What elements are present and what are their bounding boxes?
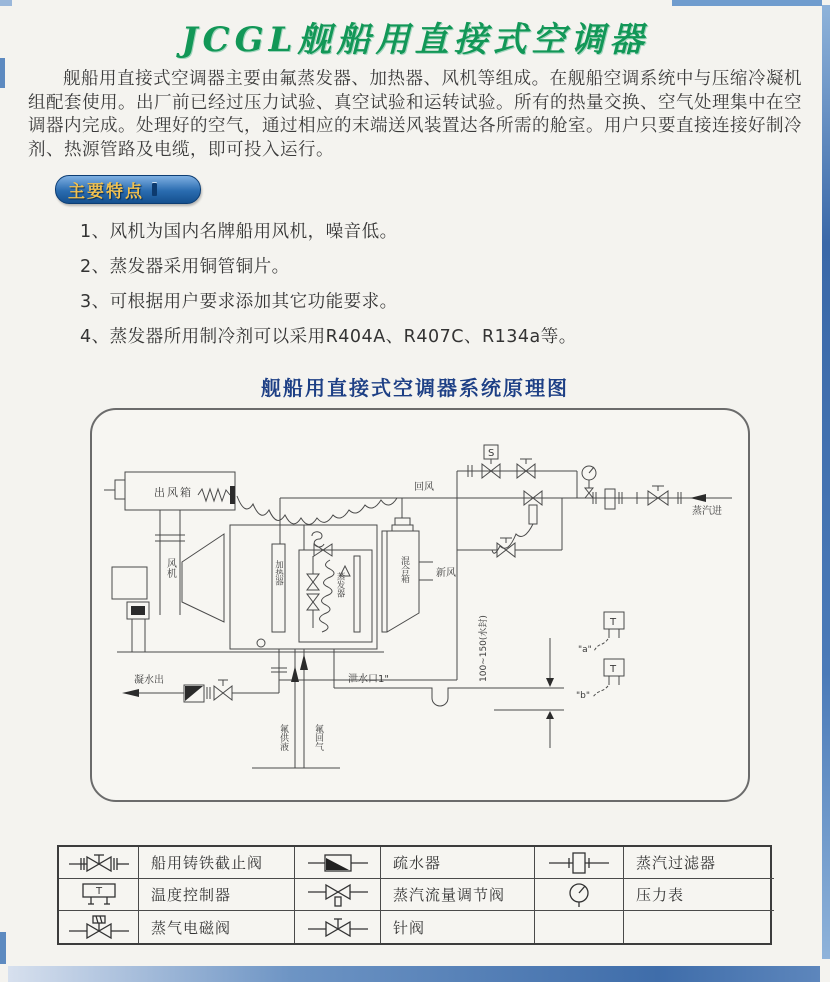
regulating-valve xyxy=(524,491,542,524)
temp-controller-icon xyxy=(59,879,139,911)
legend-label: 疏水器 xyxy=(381,847,535,879)
page-edge-right xyxy=(822,5,830,959)
point-a-label: "a" xyxy=(578,645,592,655)
inlet-stop-valve xyxy=(648,486,668,505)
legend-label: 蒸汽流量调节阀 xyxy=(381,879,535,911)
legend-label: 蒸气电磁阀 xyxy=(139,911,295,943)
refrigerant-return-label: 氟回气 xyxy=(313,724,323,751)
feature-item: 3、可根据用户要求添加其它功能要求。 xyxy=(80,292,398,312)
stop-valve-icon xyxy=(59,847,139,879)
heater-label: 加热器 xyxy=(273,560,284,586)
mixing-box-label: 混合箱 xyxy=(399,556,409,583)
steam-filter-icon xyxy=(535,847,624,879)
regulating-valve-icon xyxy=(295,879,381,911)
outlet-box xyxy=(104,472,235,510)
diagram-title: 舰船用直接式空调器系统原理图 xyxy=(261,376,569,400)
top-piping xyxy=(237,481,697,525)
badge-ornament-icon xyxy=(152,183,157,196)
drain-port-label: 泄水口1" xyxy=(348,674,389,685)
page-edge-left-mark2 xyxy=(0,932,6,964)
legend-table xyxy=(57,845,772,945)
legend-label: 温度控制器 xyxy=(139,879,295,911)
refrigerant-supply-label: 氟供液 xyxy=(278,724,288,751)
steam-filter xyxy=(605,489,615,509)
legend-label xyxy=(624,911,774,943)
page-title: JCGL舰船用直接式空调器 xyxy=(181,20,649,60)
temp-sensors xyxy=(576,612,624,701)
features-list xyxy=(80,218,577,358)
outlet-box-label: 出风箱 xyxy=(154,486,193,499)
temp-sensor-a: T xyxy=(610,617,617,628)
steam-in-label: 蒸汽进 xyxy=(692,506,722,517)
page-edge-left-mark xyxy=(0,58,5,88)
bypass-stop-valve xyxy=(517,459,535,478)
t-symbol-label: T xyxy=(95,885,102,897)
condensate-out-label: 凝水出 xyxy=(134,675,164,686)
legend-label: 蒸汽过滤器 xyxy=(624,847,774,879)
intro-paragraph: 舰船用直接式空调器主要由氟蒸发器、加热器、风机等组成。在舰船空调系统中与压缩冷凝机组配套使用。出厂前已经过压力试验、真空试验和运转试验。所有的热量交换、空气处理集中在空调器内完成。处理好的空气，通过相应的末端送风装置达各所需的舱室。用户只要直接连接好制冷剂、热源管路及电缆，即可投入运行。 xyxy=(28,69,802,160)
legend-label: 压力表 xyxy=(624,879,774,911)
drain-line xyxy=(334,615,564,748)
legend-label: 针阀 xyxy=(381,911,535,943)
feature-item: 4、蒸发器所用制冷剂可以采用R404A、R407C、R134a等。 xyxy=(80,327,577,347)
steam-station xyxy=(279,445,732,680)
refrigerant-pipes xyxy=(252,649,340,768)
legend-label: 船用铸铁截止阀 xyxy=(139,847,295,879)
legend-empty-symbol xyxy=(535,911,624,943)
page-edge-top-left xyxy=(0,0,12,6)
features-badge-label: 主要特点 xyxy=(68,182,144,202)
condensate-branch xyxy=(122,649,287,702)
pressure-gauge xyxy=(582,466,596,498)
point-b-label: "b" xyxy=(576,691,590,701)
page-edge-bottom xyxy=(8,966,820,982)
water-seal-label: 100~150(水封) xyxy=(479,615,489,682)
solenoid-valve xyxy=(482,445,500,478)
pressure-gauge-icon xyxy=(535,879,624,911)
fresh-air-label: 新风 xyxy=(436,568,456,579)
feature-item: 2、蒸发器采用铜管铜片。 xyxy=(80,257,290,277)
return-air-label: 回风 xyxy=(414,482,434,493)
schematic-diagram xyxy=(90,408,750,802)
solenoid-label: S xyxy=(488,448,495,459)
page-edge-top-right xyxy=(672,0,822,6)
steam-trap xyxy=(184,685,204,702)
fan-label: 风机 xyxy=(164,558,176,578)
mixing-box xyxy=(382,498,456,632)
feature-item: 1、风机为国内名牌船用风机，噪音低。 xyxy=(80,222,398,242)
ahu-casing xyxy=(230,498,377,649)
condensate-valve xyxy=(214,680,232,700)
schematic-svg xyxy=(92,410,748,800)
needle-valve-icon xyxy=(295,911,381,943)
evaporator-label: 蒸发器 xyxy=(335,572,345,598)
steam-trap-icon xyxy=(295,847,381,879)
temp-sensor-b: T xyxy=(610,664,617,675)
solenoid-valve-icon xyxy=(59,911,139,943)
features-badge xyxy=(55,175,201,204)
